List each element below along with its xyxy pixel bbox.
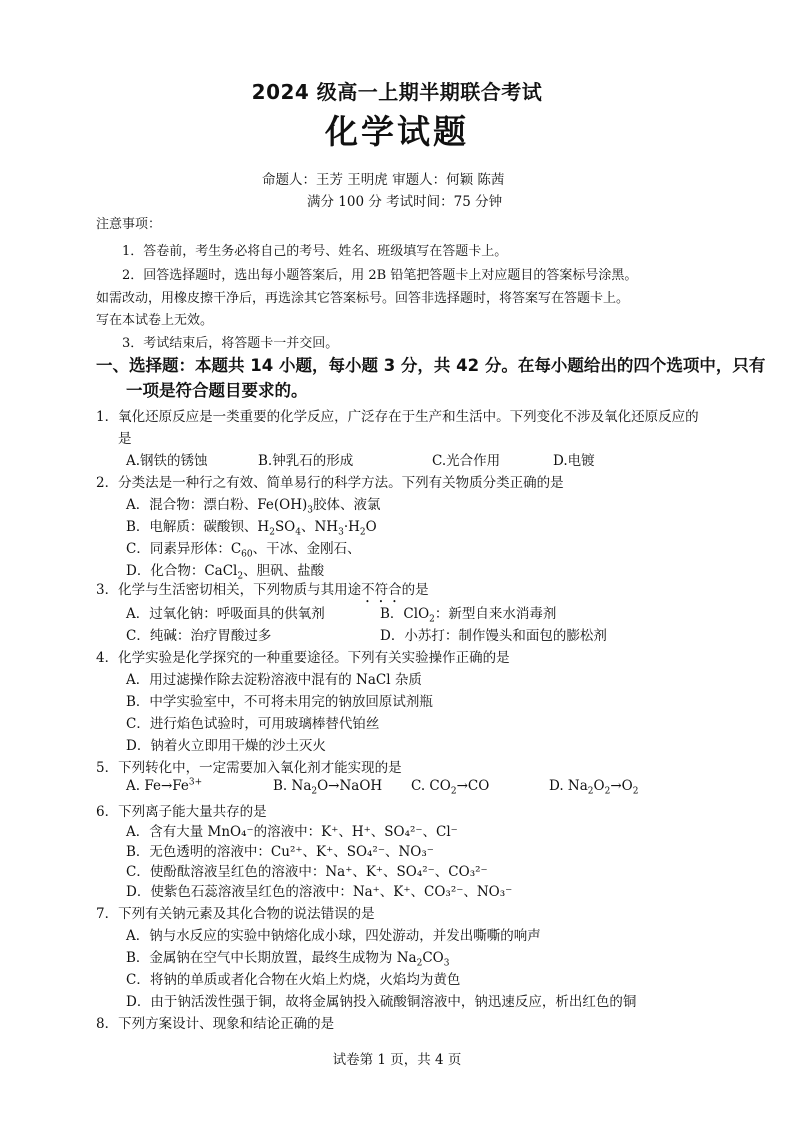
notice-line-2c: 写在本试卷上无效。 <box>96 313 214 328</box>
q8-stem: 8．下列方案设计、现象和结论正确的是 <box>96 1016 335 1032</box>
notice-heading: 注意事项： <box>96 217 162 232</box>
q1-option-b: B.钟乳石的形成 <box>258 453 354 469</box>
section-heading-line-2: 一项是符合题目要求的。 <box>126 381 308 400</box>
q5-stem: 5．下列转化中，一定需要加入氧化剂才能实现的是 <box>96 760 402 776</box>
q1-option-d: D.电镀 <box>553 453 595 469</box>
q7-option-b: B．金属钠在空气中长期放置，最终生成物为 $Na_2CO_3$ <box>126 950 450 969</box>
notice-line-2a: 2．回答选择题时，选出每小题答案后，用 2B 铅笔把答题卡上对应题目的答案标号涂黑。 <box>122 268 638 283</box>
q7-option-c: C．将钠的单质或者化合物在火焰上灼烧，火焰均为黄色 <box>126 972 461 988</box>
subject-title: 化学试题 <box>325 112 469 151</box>
q7-stem: 7．下列有关钠元素及其化合物的说法错误的是 <box>96 906 375 922</box>
q6-option-c: C．使酚酞溶液呈红色的溶液中：Na⁺、K⁺、SO₄²⁻、CO₃²⁻ <box>126 864 488 880</box>
q6-option-b: B．无色透明的溶液中：Cu²⁺、K⁺、SO₄²⁻、NO₃⁻ <box>126 844 434 860</box>
q5-option-a: A. $Fe\to Fe^{3+}$ <box>126 777 203 794</box>
notice-line-2b: 如需改动，用橡皮擦干净后，再选涂其它答案标号。回答非选择题时，将答案写在答题卡上。 <box>96 291 630 306</box>
q1-stem-line-1: 1．氧化还原反应是一类重要的化学反应，广泛存在于生产和生活中。下列变化不涉及氧化还原反应的 <box>96 409 699 425</box>
q2-option-a: A．混合物：漂白粉、$Fe(OH)_3$胶体、液氯 <box>126 497 381 516</box>
q4-option-b: B．中学实验室中，不可将未用完的钠放回原试剂瓶 <box>126 694 433 710</box>
exam-title: 2024 级高一上期半期联合考试 <box>251 80 543 104</box>
q7-option-d: D．由于钠活泼性强于铜，故将金属钠投入硫酸铜溶液中，钠迅速反应，析出红色的铜 <box>126 994 637 1010</box>
q3-option-c: C．纯碱：治疗胃酸过多 <box>126 628 272 644</box>
page-footer: 试卷第 1 页，共 4 页 <box>332 1052 462 1068</box>
q1-option-a: A.钢铁的锈蚀 <box>126 453 208 469</box>
q6-stem: 6．下列离子能大量共存的是 <box>96 804 267 820</box>
q3-option-d: D．小苏打：制作馒头和面包的膨松剂 <box>380 628 607 644</box>
q6-option-a: A．含有大量 MnO₄⁻的溶液中：K⁺、H⁺、SO₄²⁻、Cl⁻ <box>126 824 458 840</box>
q2-option-b: B．电解质：碳酸钡、$H_2SO_4$、$NH_3\cdot H_2O$ <box>126 519 377 538</box>
authors-line: 命题人：王芳 王明虎 审题人：何颖 陈茜 <box>262 172 505 188</box>
q2-option-c: C．同素异形体：$C_{60}$、干冰、金刚石、 <box>126 541 361 560</box>
section-heading-line-1: 一、选择题：本题共 14 小题，每小题 3 分，共 42 分。在每小题给出的四个选项中，只有 <box>96 356 766 375</box>
q2-option-d: D．化合物：CaCl$_2$、胆矾、盐酸 <box>126 563 325 582</box>
q2-stem: 2．分类法是一种行之有效、简单易行的科学方法。下列有关物质分类正确的是 <box>96 475 564 491</box>
q4-option-c: C．进行焰色试验时，可用玻璃棒替代铂丝 <box>126 716 380 732</box>
notice-line-3: 3．考试结束后，将答题卡一并交回。 <box>122 336 339 351</box>
q3-emphasis: 不符合 <box>361 582 402 598</box>
q3-option-a: A．过氧化钠：呼吸面具的供氧剂 <box>126 606 325 622</box>
q1-stem-line-2: 是 <box>118 431 132 447</box>
q4-stem: 4．化学实验是化学探究的一种重要途径。下列有关实验操作正确的是 <box>96 650 510 666</box>
q7-option-a: A．钠与水反应的实验中钠熔化成小球，四处游动，并发出嘶嘶的响声 <box>126 928 541 944</box>
notice-line-1: 1．答卷前，考生务必将自己的考号、姓名、班级填写在答题卡上。 <box>122 244 508 259</box>
q6-option-d: D．使紫色石蕊溶液呈红色的溶液中：Na⁺、K⁺、CO₃²⁻、NO₃⁻ <box>126 884 513 900</box>
q3-stem: 3．化学与生活密切相关，下列物质与其用途不符合的是 <box>96 582 429 598</box>
q4-option-d: D．钠着火立即用干燥的沙土灭火 <box>126 738 326 754</box>
q3-option-b: B．ClO$_2$：新型自来水消毒剂 <box>380 606 557 625</box>
q1-option-c: C.光合作用 <box>432 453 501 469</box>
q5-option-d: D. $Na_2O_2\to O_2$ <box>549 778 639 797</box>
q5-option-c: C. $CO_2\to CO$ <box>411 778 490 797</box>
q4-option-a: A．用过滤操作除去淀粉溶液中混有的 NaCl 杂质 <box>126 672 422 688</box>
score-time-line: 满分 100 分 考试时间：75 分钟 <box>307 194 503 210</box>
q5-option-b: B. $Na_2O\to NaOH$ <box>273 778 383 797</box>
